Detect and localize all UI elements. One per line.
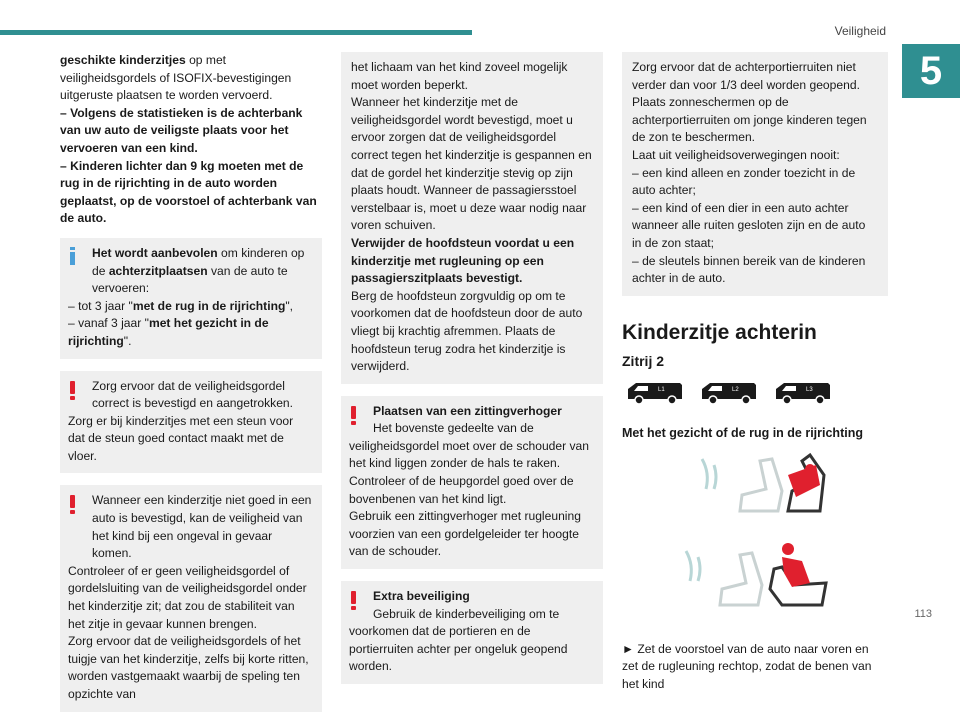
section-heading: Kinderzitje achterin [622,320,817,344]
child-seat-orientation-illustration [670,451,840,631]
warning-box [341,396,603,569]
car-label: L2 [732,386,739,393]
text: ". [123,333,132,348]
text-bold: geschikte kinderzitjes [60,53,186,67]
vehicle-variants [624,379,888,407]
warning-text: Zorg er bij kinderzitjes met een steun voor dat de steun goed contact maakt met de vloer. [68,413,294,463]
warning-text-bold: Verwijder de hoofdsteun voordat u een kinderzitje met rugleuning op een passagierszitplaats bevestigt. [351,235,575,286]
note-text: Plaats zonneschermen op de achterportierruiten om jonge kinderen tegen de zon te beschermen. [632,95,867,145]
info-box [60,238,322,359]
instruction-text: ► Zet de voorstoel van de auto naar voren en zet de rugleuning rechtop, zodat de benen van het kind [622,641,872,691]
warning-text: Wanneer het kinderzitje met de veiligheidsgordel wordt bevestigd, moet u ervoor zorgen dat de veiligheidsgordel correct tegen het kinderzitje is gespannen en dat de gordel het kinderzitje stevig op zijn plaats houdt. Wanneer de passagiersstoel verstelbaar is, moet u deze waar nodig naar voren schuiven. [351,95,592,233]
text: – tot 3 jaar " [68,298,133,313]
van-icon-l2 [698,379,760,407]
orientation-heading: Met het gezicht of de rug in de rijrichting [622,425,863,440]
car-label: L1 [658,386,665,393]
chapter-number-badge: 5 [902,44,960,98]
warning-box [60,371,322,474]
car-label: L3 [806,386,813,393]
text: ", [285,298,293,313]
header-accent-bar [0,30,472,35]
text: van de auto te vervoeren: [92,263,288,296]
warning-text: Gebruik een zittingverhoger met rugleuning voorzien van een gordelgeleider ter hoogte van de schouder. [349,509,581,559]
note-box [622,52,888,296]
warning-box [341,581,603,684]
text-bold: met het gezicht in de rijrichting [68,316,269,348]
warning-icon [70,381,75,399]
warning-icon [70,495,75,513]
column-3 [622,52,888,693]
note-text: Laat uit veiligheidsoverwegingen nooit: [632,147,840,162]
continued-warning-box [341,52,603,384]
page-header-title: Veiligheid [834,24,886,38]
warning-text: het lichaam van het kind zoveel mogelijk moet worden beperkt. [351,60,568,92]
text: op met veiligheidsgordels of ISOFIX-bevestigingen uitgeruste plaatsen te worden vervoerd. [60,53,292,103]
warning-text: Berg de hoofdsteun zorgvuldig op om te voorkomen dat de hoofdsteun door de auto vliegt bij krachtig afremmen. Plaats de hoofdsteun terug zodra het kinderzitje is verwijderd. [351,288,583,374]
warning-text: Controleer of er geen veiligheidsgordel of gordelsluiting van de veiligheidsgordel onder het kinderzitje zit; dat zou de stabiliteit van het zitje in gevaar kunnen brengen. [68,563,307,631]
warning-text: Controleer of de heupgordel goed over de bovenbenen van het kind ligt. [349,474,574,506]
warning-text: Zorg ervoor dat de veiligheidsgordels of het tuigje van het kinderzitje, zelfs bij korte ritten, worden vastgemaakt waarbij de speling ten opzichte van [68,634,309,701]
seat-illustrations [622,451,888,631]
forward-facing-seat-illustration [686,543,826,605]
note-text: – de sleutels binnen bereik van de kinderen achter in de auto. [632,253,866,286]
paragraph-2: – Volgens de statistieken is de achterbank van uw auto de veiligste plaats voor het vervoeren van een kind. [60,105,303,155]
text-bold: Het wordt aanbevolen [92,245,218,260]
page-number: 113 [914,608,932,620]
info-list-item [68,298,312,316]
column-2 [341,52,603,696]
info-text [68,245,312,298]
column-1 [60,52,322,724]
van-icon-l3 [772,379,834,407]
warning-icon [351,591,356,609]
text-bold: achterzitplaatsen [108,263,208,278]
text: om kinderen op de [92,245,305,278]
warning-title: Plaatsen van een zittingverhoger [373,403,562,418]
warning-title: Extra beveiliging [373,589,470,604]
paragraph-3: – Kinderen lichter dan 9 kg moeten met de rug in de rijrichting in de auto worden geplaatst, op de voorstoel of achterbank van de auto. [60,158,317,226]
note-text: Zorg ervoor dat de achterportierruiten niet verder dan voor 1/3 deel worden geopend. [632,60,860,92]
warning-text: Wanneer een kinderzitje niet goed in een auto is bevestigd, kan de veiligheid van het kind bij een ongeval in gevaar komen. [92,493,312,561]
warning-icon [351,406,356,424]
van-icon-l1 [624,379,686,407]
text: – vanaf 3 jaar " [68,316,149,331]
warning-text: Gebruik de kinderbeveiliging om te voorkomen dat de portieren en de portierruiten achter per ongeluk geopend worden. [349,606,568,674]
info-icon [70,247,75,265]
rear-facing-seat-illustration [702,455,824,511]
note-text: – een kind alleen en zonder toezicht in de auto achter; [632,165,856,198]
paragraph-1 [60,52,322,105]
info-list-item [68,315,312,350]
text-bold: met de rug in de rijrichting [132,298,286,313]
warning-box [60,485,322,711]
subsection-heading: Zitrij 2 [622,353,665,370]
warning-text: Zorg ervoor dat de veiligheidsgordel correct is bevestigd en aangetrokken. [92,378,294,411]
warning-text: Het bovenste gedeelte van de veiligheidsgordel moet over de schouder van het kind liggen zonder de hals te raken. [349,421,590,471]
note-text: – een kind of een dier in een auto achter wanneer alle ruiten gesloten zijn en de auto in de zon staat; [632,200,866,250]
